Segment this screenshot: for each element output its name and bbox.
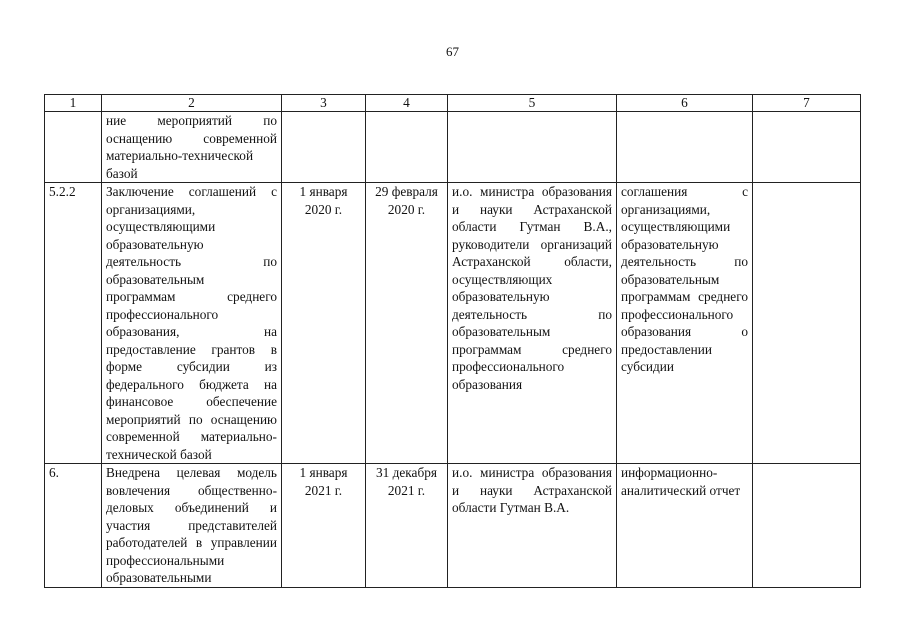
header-row	[45, 95, 861, 112]
start-date-cell: 1 января 2021 г.	[282, 464, 366, 588]
header-col-6: 6	[617, 95, 753, 112]
table-row	[45, 183, 861, 464]
note-cell	[753, 464, 861, 588]
row-number	[45, 112, 102, 183]
event-cell: Внедрена целевая модель вовлечения общественно-деловых объединений и участия представителей работодателей в управлении профессиональными образовательными	[102, 464, 282, 588]
event-cell: Заключение соглашений с организациями, осуществляющими образовательную деятельность по образовательным программам среднего профессионального образования, на предоставление грантов в форме субсидии из федерального бюджета на финансовое обеспечение мероприятий по оснащению современной материально-технической базой	[102, 183, 282, 464]
row-number: 5.2.2	[45, 183, 102, 464]
note-cell	[753, 183, 861, 464]
header-col-4: 4	[366, 95, 448, 112]
start-date-cell	[282, 112, 366, 183]
header-col-1: 1	[45, 95, 102, 112]
start-date-cell: 1 января 2020 г.	[282, 183, 366, 464]
table-row	[45, 112, 861, 183]
end-date-cell: 29 февраля 2020 г.	[366, 183, 448, 464]
result-cell: информационно-аналитический отчет	[617, 464, 753, 588]
responsible-cell: и.о. министра образования и науки Астраханской области Гутман В.А.	[448, 464, 617, 588]
header-col-3: 3	[282, 95, 366, 112]
header-col-5: 5	[448, 95, 617, 112]
end-date-cell: 31 декабря 2021 г.	[366, 464, 448, 588]
responsible-cell: и.о. министра образования и науки Астраханской области Гутман В.А., руководители организаций Астраханской области, осуществляющих образовательную деятельность по образовательным программам среднего профессионального образования	[448, 183, 617, 464]
note-cell	[753, 112, 861, 183]
result-cell	[617, 112, 753, 183]
plan-table	[44, 94, 861, 588]
table-row	[45, 464, 861, 588]
page-number: 67	[446, 44, 459, 59]
end-date-cell	[366, 112, 448, 183]
event-cell: ние мероприятий по оснащению современной материально-технической базой	[102, 112, 282, 183]
header-col-7: 7	[753, 95, 861, 112]
row-number: 6.	[45, 464, 102, 588]
header-col-2: 2	[102, 95, 282, 112]
result-cell: соглашения с организациями, осуществляющими образовательную деятельность по образовательным программам среднего профессионального образования о предоставлении субсидии	[617, 183, 753, 464]
responsible-cell	[448, 112, 617, 183]
